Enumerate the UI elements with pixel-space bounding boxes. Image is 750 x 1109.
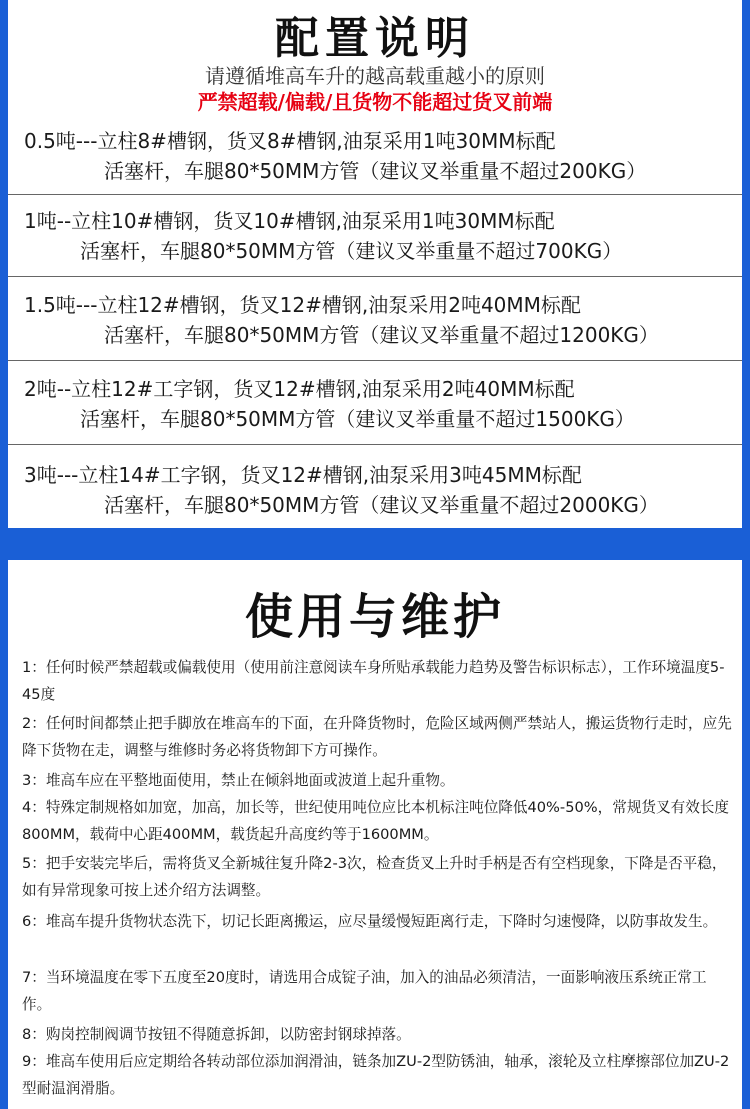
usage-rule-3 [22, 767, 734, 794]
spec-item-0.5t [8, 126, 742, 195]
rule-number: 5： [22, 855, 46, 872]
usage-rule-6 [22, 908, 734, 935]
rule-number: 6： [22, 913, 46, 930]
spec-item-1t [8, 206, 742, 277]
usage-rule-5 [22, 850, 734, 904]
spec-line-1: 0.5吨---立柱8#槽钢，货叉8#槽钢,油泵采用1吨30MM标配 [24, 129, 556, 153]
usage-rule-9 [22, 1048, 734, 1102]
rule-number: 8： [22, 1026, 46, 1043]
overload-warning-text: 严禁超载/偏载/且货物不能超过货叉前端 [197, 90, 553, 114]
rule-number: 4： [22, 799, 46, 816]
usage-rule-2 [22, 710, 734, 764]
usage-rule-7 [22, 964, 734, 1018]
spec-line-1: 1.5吨---立柱12#槽钢，货叉12#槽钢,油泵采用2吨40MM标配 [24, 293, 581, 317]
rule-text: 购岗控制阀调节按钮不得随意拆卸，以防密封钢球掉落。 [45, 1026, 411, 1043]
rule-text: 特殊定制规格如加宽，加高，加长等，世纪使用吨位应比本机标注吨位降低40%-50%，常规货叉有效长度800MM，载荷中心距400MM，载货起升高度约等于1600MM。 [22, 799, 729, 843]
spec-line-2: 活塞杆，车腿80*50MM方管（建议叉举重量不超过700KG） [80, 239, 623, 263]
usage-rule-4 [22, 794, 734, 848]
rule-number: 7： [22, 969, 46, 986]
rule-text: 堆高车使用后应定期给各转动部位添加润滑油，链条加ZU-2型防锈油，轴承，滚轮及立柱摩擦部位加ZU-2型耐温润滑脂。 [22, 1053, 730, 1097]
load-principle-text: 请遵循堆高车升的越高载重越小的原则 [205, 64, 545, 88]
usage-rule-8 [22, 1021, 734, 1048]
usage-panel [8, 560, 742, 1109]
rule-text: 把手安装完毕后，需将货叉全新城往复升降2-3次，检查货叉上升时手柄是否有空档现象，下降是否平稳，如有异常现象可按上述介绍方法调整。 [22, 855, 727, 899]
rule-text: 堆高车提升货物状态洗下，切记长距离搬运，应尽量缓慢短距离行走，下降时匀速慢降，以防事故发生。 [45, 913, 718, 930]
rule-number: 9： [22, 1053, 46, 1070]
spec-line-2: 活塞杆，车腿80*50MM方管（建议叉举重量不超过2000KG） [104, 493, 659, 517]
spec-line-2: 活塞杆，车腿80*50MM方管（建议叉举重量不超过1500KG） [80, 407, 635, 431]
usage-rule-1 [22, 654, 734, 708]
spec-line-1: 3吨---立柱14#工字钢，货叉12#槽钢,油泵采用3吨45MM标配 [24, 463, 582, 487]
usage-title: 使用与维护 [244, 589, 505, 645]
rule-text: 堆高车应在平整地面使用，禁止在倾斜地面或波道上起升重物。 [45, 772, 455, 789]
rule-text: 当环境温度在零下五度至20度时，请选用合成锭子油，加入的油品必须清洁，一面影响液压系统正常工作。 [22, 969, 707, 1013]
config-panel [8, 0, 742, 528]
rule-number: 1： [22, 659, 46, 676]
config-title: 配置说明 [275, 13, 475, 64]
spec-line-1: 2吨--立柱12#工字钢，货叉12#槽钢,油泵采用2吨40MM标配 [24, 377, 575, 401]
spec-item-1.5t [8, 290, 742, 361]
rule-text: 任何时候严禁超载或偏载使用（使用前注意阅读车身所贴承载能力趋势及警告标识标志），工作环境温度5-45度 [22, 659, 725, 703]
rule-number: 2： [22, 715, 46, 732]
spec-line-2: 活塞杆，车腿80*50MM方管（建议叉举重量不超过200KG） [104, 159, 647, 183]
spec-line-2: 活塞杆，车腿80*50MM方管（建议叉举重量不超过1200KG） [104, 323, 659, 347]
spec-item-2t [8, 374, 742, 445]
rule-number: 3： [22, 772, 46, 789]
spec-line-1: 1吨--立柱10#槽钢，货叉10#槽钢,油泵采用1吨30MM标配 [24, 209, 555, 233]
rule-text: 任何时间都禁止把手脚放在堆高车的下面，在升降货物时，危险区域两侧严禁站人，搬运货物行走时，应先降下货物在走，调整与维修时务必将货物卸下方可操作。 [22, 715, 732, 759]
spec-item-3t [8, 460, 742, 526]
